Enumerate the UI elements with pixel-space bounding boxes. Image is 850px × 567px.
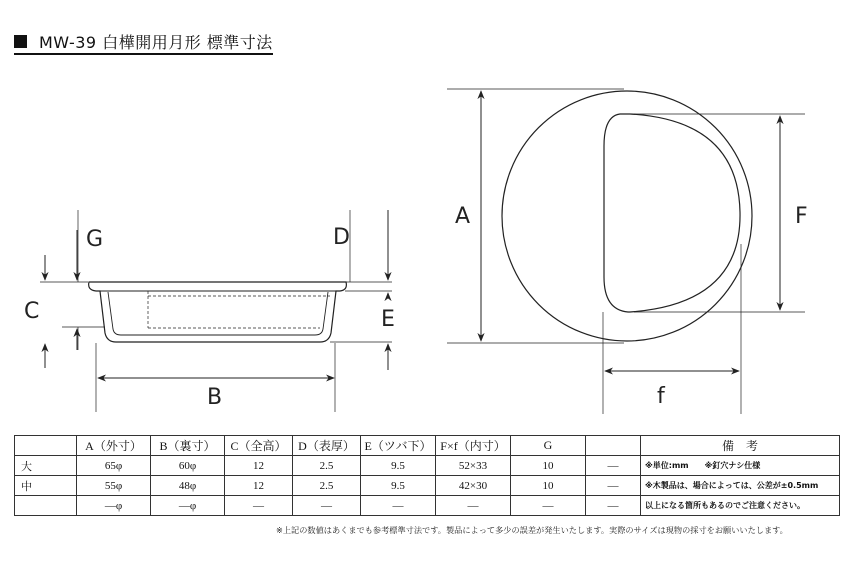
table-cell: — xyxy=(586,476,641,496)
top-extension-lines xyxy=(447,89,805,414)
title-text: MW-39 白樺開用月形 標準寸法 xyxy=(39,32,273,52)
outer-circle xyxy=(502,91,752,341)
table-cell: 9.5 xyxy=(361,476,436,496)
note-cell: 以上になる箇所もあるのでご注意ください。 xyxy=(641,496,840,516)
note-cell: ※木製品は、場合によっては、公差が±0.5mm xyxy=(641,476,840,496)
table-cell: 12 xyxy=(225,456,293,476)
header-cell: A（外寸） xyxy=(77,436,151,456)
table-row xyxy=(15,456,840,476)
table-cell: — xyxy=(225,496,293,516)
d-shaped-recess xyxy=(604,114,740,312)
side-hidden-lines xyxy=(148,291,330,328)
header-cell: 備 考 xyxy=(641,436,840,456)
table-cell: —φ xyxy=(151,496,225,516)
table-cell: — xyxy=(586,456,641,476)
table-cell: 60φ xyxy=(151,456,225,476)
header-cell xyxy=(15,436,77,456)
table-cell: 65φ xyxy=(77,456,151,476)
size-cell: 中 xyxy=(15,476,77,496)
label-g: G xyxy=(86,227,104,252)
table-cell: — xyxy=(361,496,436,516)
table-cell: 42×30 xyxy=(436,476,511,496)
side-profile-inner xyxy=(100,291,336,335)
size-cell xyxy=(15,496,77,516)
header-cell: F×f（内寸） xyxy=(436,436,511,456)
header-cell: B（裏寸） xyxy=(151,436,225,456)
table-cell: — xyxy=(293,496,361,516)
header-cell: G xyxy=(511,436,586,456)
table-row xyxy=(15,496,840,516)
header-cell: C（全高） xyxy=(225,436,293,456)
table-cell: 55φ xyxy=(77,476,151,496)
table-row xyxy=(15,476,840,496)
label-d: D xyxy=(333,225,350,250)
label-f-lower: f xyxy=(657,384,665,409)
table-cell: 52×33 xyxy=(436,456,511,476)
label-a: A xyxy=(455,204,471,229)
header-cell: E（ツバ下） xyxy=(361,436,436,456)
note-cell: ※単位:mm ※釘穴ナシ仕様 xyxy=(641,456,840,476)
table-cell: — xyxy=(586,496,641,516)
table-cell: 9.5 xyxy=(361,456,436,476)
table-cell: 12 xyxy=(225,476,293,496)
label-e: E xyxy=(381,307,395,332)
top-view xyxy=(447,89,805,414)
table-header-row xyxy=(15,436,840,456)
label-b: B xyxy=(207,385,223,410)
table-cell: — xyxy=(511,496,586,516)
header-cell: D（表厚） xyxy=(293,436,361,456)
table-cell: —φ xyxy=(77,496,151,516)
table-cell: 48φ xyxy=(151,476,225,496)
size-cell: 大 xyxy=(15,456,77,476)
table-cell: 2.5 xyxy=(293,476,361,496)
table-cell: 2.5 xyxy=(293,456,361,476)
header-cell xyxy=(586,436,641,456)
table-cell: 10 xyxy=(511,476,586,496)
table-cell: 10 xyxy=(511,456,586,476)
spec-table xyxy=(14,435,840,516)
label-c: C xyxy=(24,299,40,324)
footnote: ※上記の数値はあくまでも参考標準寸法です。製品によって多少の誤差が発生いたします。実際のサイズは現物の採寸をお願いいたします。 xyxy=(276,525,788,535)
table-cell: — xyxy=(436,496,511,516)
label-f-upper: F xyxy=(795,204,808,229)
